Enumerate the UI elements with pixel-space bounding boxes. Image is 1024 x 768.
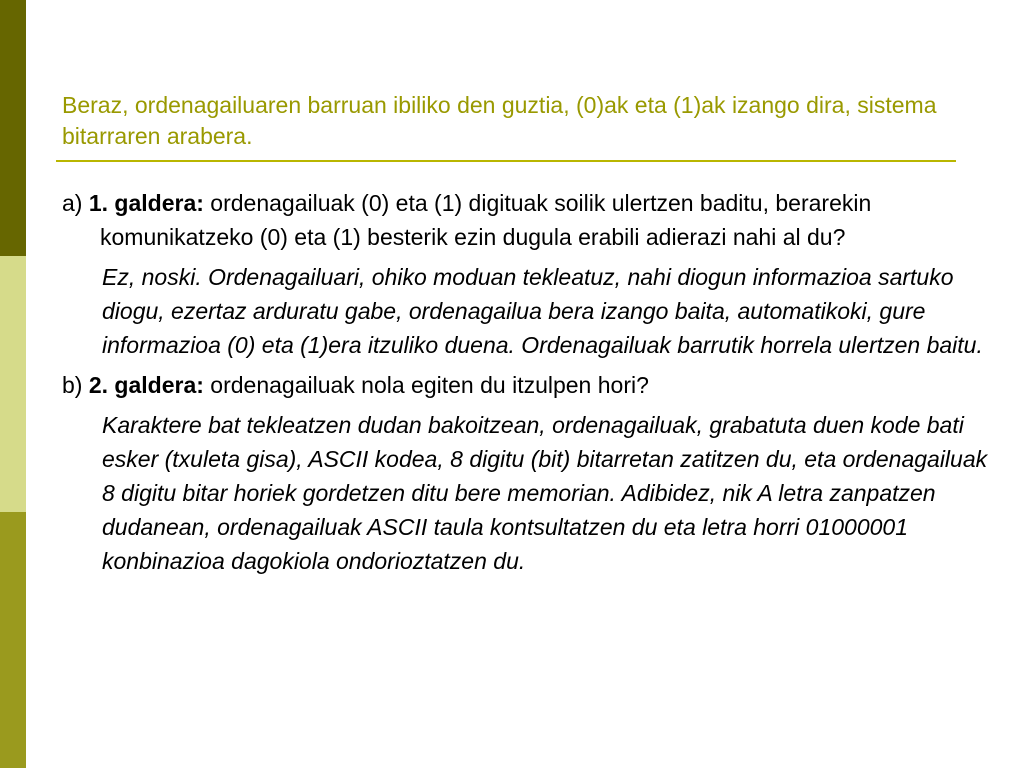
question-b-label: 2. galdera: — [88, 372, 204, 398]
question-b — [62, 368, 1002, 402]
slide-title: Beraz, ordenagailuaren barruan ibiliko den guztia, (0)ak eta (1)ak izango dira, sistema bitarraren arabera. — [62, 92, 937, 149]
question-a-marker: a) — [62, 190, 83, 216]
question-a-label: 1. galdera: — [88, 190, 204, 216]
question-b-text: ordenagailuak nola egiten du itzulpen hori? — [210, 372, 649, 398]
title-divider — [56, 160, 956, 162]
answer-b: Karaktere bat tekleatzen dudan bakoitzean, ordenagailuak, grabatuta duen kode bati esker (txuleta gisa), ASCII kodea, 8 digitu (bit) bitarretan zatitzen du, eta ordenagailuak 8 digitu bitar horiek gordetzen ditu bere memorian. Adibidez, nik A letra zanpatzen dudanean, ordenagailuak ASCII taula kontsultatzen du eta letra horri 01000001 konbinazioa dagokiola ondorioztatzen du. — [102, 412, 988, 574]
question-b-marker: b) — [62, 372, 83, 398]
question-a — [62, 186, 1002, 254]
side-bar-bottom — [0, 512, 26, 768]
side-bar-middle — [0, 256, 26, 512]
answer-a: Ez, noski. Ordenagailuari, ohiko moduan tekleatuz, nahi diogun informazioa sartuko diogu, ezertaz arduratu gabe, ordenagailua bera izango baita, automatikoki, gure informazioa (0) eta (1)era itzuliko duena. Ordenagailuak barrutik horrela ulertzen baitu. — [102, 264, 983, 358]
slide-content — [62, 186, 1002, 584]
question-a-text: ordenagailuak (0) eta (1) digituak soilik ulertzen baditu, berarekin komunikatzeko (0) eta (1) besterik ezin dugula erabili adierazi nahi al du? — [100, 190, 872, 250]
side-bar-top — [0, 0, 26, 256]
